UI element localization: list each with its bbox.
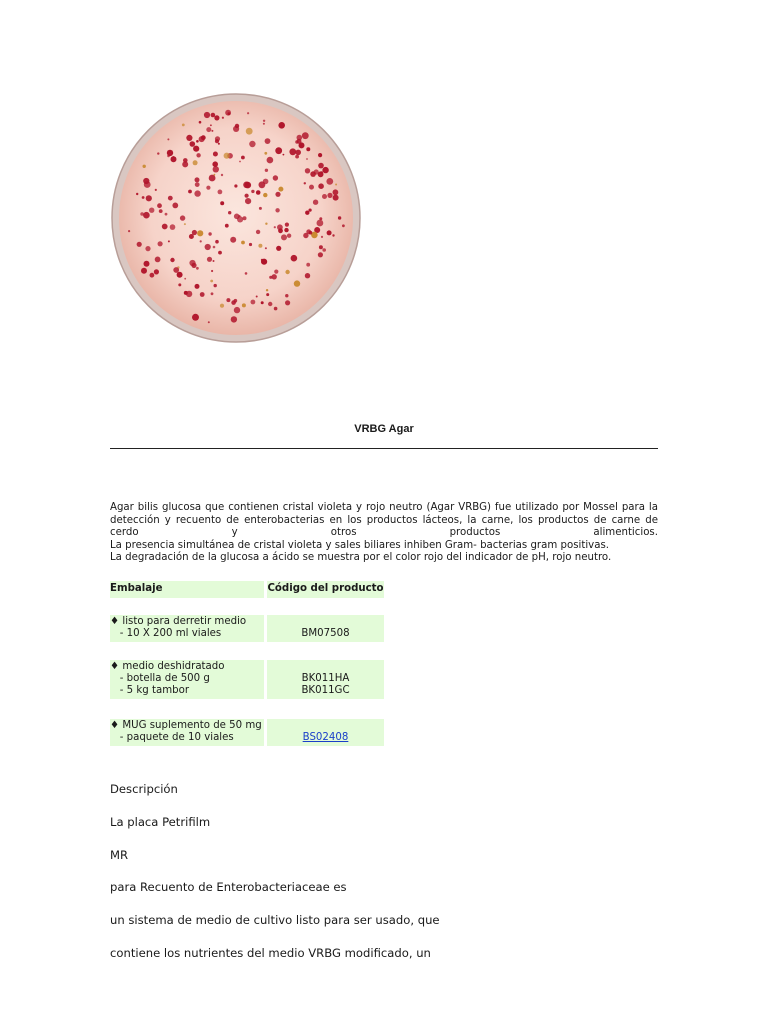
colony-dot — [249, 243, 252, 246]
colony-dot — [180, 215, 185, 220]
colony-dot — [272, 274, 277, 279]
colony-dot — [184, 291, 188, 295]
intro-line: La degradación de la glucosa a ácido se muestra por el color rojo del indicador de pH, rojo neutro. — [110, 552, 612, 563]
colony-dot — [167, 155, 170, 158]
colony-dot — [309, 209, 312, 212]
colony-dot — [295, 150, 301, 156]
colony-dot — [197, 230, 203, 236]
colony-dot — [245, 182, 252, 189]
colony-dot — [332, 234, 334, 236]
colony-dot — [284, 228, 288, 232]
colony-dot — [172, 156, 174, 158]
colony-dot — [245, 198, 251, 204]
table-row — [110, 615, 384, 642]
colony-dot — [213, 152, 218, 157]
colony-dot — [247, 112, 249, 114]
colony-dot — [242, 303, 246, 307]
colony-dot — [266, 289, 268, 291]
colony-dot — [322, 194, 327, 199]
intro-line: La presencia simultánea de cristal violeta y sales biliares inhiben Gram- bacterias gram positivas. — [110, 539, 609, 551]
item-label: ♦ medio deshidratado — [110, 661, 225, 672]
colony-dot — [192, 314, 199, 321]
colony-dot — [200, 292, 205, 297]
colony-dot — [218, 143, 220, 145]
colony-dot — [155, 257, 161, 263]
item-label: ♦ MUG suplemento de 50 mg — [110, 720, 262, 731]
colony-dot — [228, 112, 231, 115]
colony-dot — [136, 193, 138, 195]
colony-dot — [214, 284, 217, 287]
colony-dot — [306, 158, 308, 160]
colony-dot — [221, 174, 223, 176]
colony-dot — [211, 292, 214, 295]
colony-dot — [212, 161, 218, 167]
colony-dot — [305, 273, 310, 278]
colony-dot — [322, 167, 328, 173]
colony-dot — [141, 268, 147, 274]
colony-dot — [230, 237, 236, 243]
colony-dot — [210, 280, 213, 283]
colony-dot — [309, 231, 313, 235]
colony-dot — [140, 212, 144, 216]
colony-dot — [274, 270, 278, 274]
colony-dot — [239, 161, 241, 163]
colony-dot — [263, 120, 265, 122]
colony-dot — [265, 169, 268, 172]
colony-dot — [333, 189, 339, 195]
colony-dot — [157, 152, 159, 154]
colony-dot — [178, 283, 181, 286]
colony-dot — [234, 307, 240, 313]
colony-dot — [274, 226, 276, 228]
body-line: MR — [110, 848, 129, 862]
body-line: un sistema de medio de cultivo listo para ser usado, que — [110, 913, 440, 927]
colony-dot — [245, 272, 248, 275]
intro-line: detección y recuento de enterobacterias en los productos lácteos, la carne, los productos de carne de — [110, 514, 658, 526]
colony-dot — [285, 294, 288, 297]
colony-dot — [318, 153, 322, 157]
colony-dot — [190, 141, 196, 147]
colony-dot — [303, 233, 308, 238]
colony-dot — [226, 298, 230, 302]
colony-dot — [256, 190, 261, 195]
colony-dot — [143, 165, 146, 168]
colony-dot — [342, 224, 345, 227]
colony-dot — [333, 195, 339, 201]
colony-dot — [128, 230, 130, 232]
colony-dot — [195, 182, 200, 187]
colony-dot — [201, 135, 206, 140]
colony-dot — [268, 302, 272, 306]
colony-dot — [168, 240, 170, 242]
colony-dot — [278, 187, 283, 192]
colony-dot — [327, 193, 332, 198]
colony-dot — [162, 224, 168, 230]
product-code: BK011GC — [301, 685, 350, 696]
colony-dot — [285, 223, 289, 227]
colony-dot — [144, 261, 150, 267]
item-label: - 5 kg tambor — [110, 685, 190, 696]
colony-dot — [306, 147, 310, 151]
colony-dot — [149, 208, 154, 213]
intro-paragraph — [110, 502, 658, 565]
colony-dot — [211, 130, 213, 132]
colony-dot — [228, 211, 231, 214]
item-label: - 10 X 200 ml viales — [110, 628, 222, 639]
colony-dot — [275, 192, 280, 197]
colony-dot — [283, 154, 285, 156]
colony-dot — [191, 263, 196, 268]
colony-dot — [309, 185, 314, 190]
colony-dot — [173, 267, 179, 273]
colony-dot — [335, 184, 337, 186]
colony-dot — [249, 141, 255, 147]
product-code-link[interactable]: BS02408 — [302, 732, 349, 743]
colony-dot — [143, 178, 149, 184]
colony-dot — [183, 158, 188, 163]
colony-dot — [285, 270, 289, 274]
colony-dot — [154, 269, 159, 274]
colony-dot — [273, 175, 278, 180]
header-embalaje: Embalaje — [110, 583, 163, 594]
body-line: para Recuento de Enterobacteriaceae es — [110, 880, 347, 894]
colony-dot — [170, 224, 176, 230]
colony-dot — [143, 212, 150, 219]
colony-dot — [317, 220, 324, 227]
colony-dot — [263, 123, 265, 125]
colony-dot — [137, 242, 142, 247]
colony-dot — [196, 153, 200, 157]
colony-dot — [291, 255, 298, 262]
colony-dot — [165, 213, 168, 216]
colony-dot — [267, 157, 274, 164]
colony-dot — [214, 115, 219, 120]
item-label: - paquete de 10 viales — [110, 732, 234, 743]
colony-dot — [235, 124, 239, 128]
item-label: - botella de 500 g — [110, 673, 210, 684]
body-line: contiene los nutrientes del medio VRBG modificado, un — [110, 946, 431, 960]
colony-dot — [195, 177, 200, 182]
colony-dot — [205, 244, 211, 250]
colony-dot — [177, 272, 183, 278]
colony-dot — [251, 300, 256, 305]
colony-dot — [196, 267, 199, 270]
colony-dot — [213, 166, 219, 172]
colony-dot — [313, 200, 318, 205]
intro-word: alimenticios. — [593, 527, 658, 538]
colony-dot — [182, 124, 185, 127]
colony-dot — [145, 246, 150, 251]
colony-dot — [275, 147, 282, 154]
colony-dot — [220, 201, 224, 205]
intro-word: y — [231, 527, 238, 538]
colony-dot — [200, 240, 202, 242]
colony-dot — [186, 135, 192, 141]
colony-dot — [207, 257, 212, 262]
colony-dot — [302, 132, 309, 139]
colony-dot — [305, 168, 310, 173]
colony-dot — [246, 128, 253, 135]
intro-word: cerdo — [110, 527, 139, 538]
colony-dot — [209, 175, 216, 182]
colony-dot — [264, 152, 267, 155]
colony-dot — [188, 190, 192, 194]
colony-dot — [206, 186, 210, 190]
colony-dot — [306, 263, 310, 267]
colony-dot — [261, 259, 267, 265]
colony-dot — [259, 207, 262, 210]
colony-dot — [208, 232, 211, 235]
colony-dot — [146, 195, 152, 201]
colony-dot — [314, 169, 319, 174]
colony-dot — [172, 203, 178, 209]
colony-dot — [256, 230, 260, 234]
colony-dot — [199, 121, 202, 124]
colony-dot — [338, 216, 341, 219]
colony-dot — [213, 246, 216, 249]
colony-dot — [213, 260, 215, 262]
colony-dot — [158, 241, 163, 246]
colony-dot — [276, 246, 281, 251]
colony-dot — [204, 112, 210, 118]
intro-word: otros — [330, 527, 357, 538]
colony-dot — [322, 248, 326, 252]
colony-dot — [169, 151, 171, 153]
colony-dot — [159, 209, 163, 213]
colony-dot — [224, 153, 230, 159]
colony-dot — [211, 113, 216, 118]
colony-dot — [155, 189, 157, 191]
colony-dot — [319, 245, 323, 249]
colony-dot — [318, 183, 324, 189]
colony-dot — [231, 300, 236, 305]
document-title: VRBG Agar — [354, 423, 414, 435]
colony-dot — [215, 240, 219, 244]
colony-dot — [326, 178, 333, 185]
colony-dot — [265, 247, 267, 249]
colony-dot — [321, 236, 323, 238]
colony-dot — [218, 251, 222, 255]
body-line: La placa Petrifilm — [110, 815, 211, 829]
colony-dot — [294, 280, 300, 286]
colony-dot — [220, 304, 224, 308]
colony-dot — [241, 156, 245, 160]
colony-dot — [318, 163, 324, 169]
colony-dot — [265, 138, 271, 144]
colony-dot — [265, 223, 267, 225]
section-heading-descripcion: Descripción — [110, 782, 178, 796]
colony-dot — [263, 193, 267, 197]
colony-dot — [245, 194, 249, 198]
header-codigo: Código del producto — [267, 583, 384, 594]
colony-dot — [234, 214, 240, 220]
colony-dot — [157, 203, 162, 208]
item-label: ♦ listo para derretir medio — [110, 616, 247, 627]
colony-dot — [256, 296, 258, 298]
table-row — [110, 719, 384, 746]
colony-dot — [206, 127, 211, 132]
colony-dot — [295, 155, 299, 159]
colony-dot — [318, 252, 323, 257]
colony-dot — [208, 321, 210, 323]
colony-dot — [287, 234, 291, 238]
colony-dot — [234, 184, 237, 187]
colony-dot — [274, 307, 278, 311]
colony-dot — [193, 146, 199, 152]
colony-dot — [184, 223, 186, 225]
colony-dot — [184, 278, 186, 280]
colony-dot — [266, 293, 269, 296]
colony-dot — [189, 234, 194, 239]
colony-dot — [258, 244, 262, 248]
colony-dot — [168, 196, 173, 201]
colony-dot — [278, 228, 283, 233]
colony-dot — [196, 140, 199, 143]
colony-dot — [210, 124, 212, 126]
colony-dot — [278, 122, 285, 129]
intro-word: productos — [449, 527, 501, 538]
colony-dot — [281, 234, 287, 240]
colony-dot — [297, 139, 302, 144]
product-code: BM07508 — [301, 628, 350, 639]
colony-dot — [194, 190, 200, 196]
colony-dot — [193, 160, 198, 165]
colony-dot — [285, 300, 290, 305]
colony-dot — [289, 148, 296, 155]
colony-dot — [211, 270, 213, 272]
colony-dot — [304, 182, 306, 184]
colony-dot — [251, 190, 254, 193]
table-row — [110, 660, 384, 699]
colony-dot — [305, 211, 309, 215]
colony-dot — [195, 284, 200, 289]
colony-dot — [218, 190, 223, 195]
colony-dot — [214, 174, 216, 176]
colony-dot — [261, 301, 264, 304]
product-code: BK011HA — [301, 673, 350, 684]
petri-dish-image — [110, 92, 362, 344]
intro-line: Agar bilis glucosa que contienen cristal violeta y rojo neutro (Agar VRBG) fue utilizado por Mossel para la — [110, 502, 658, 513]
colony-dot — [170, 258, 174, 262]
colony-dot — [225, 224, 229, 228]
colony-dot — [142, 196, 145, 199]
colony-dot — [275, 208, 279, 212]
colony-dot — [299, 144, 302, 147]
table-header-row — [110, 581, 384, 598]
colony-dot — [241, 241, 245, 245]
colony-dot — [167, 138, 169, 140]
colony-dot — [259, 181, 266, 188]
colony-dot — [215, 136, 220, 141]
colony-dot — [222, 117, 224, 119]
colony-dot — [327, 230, 332, 235]
colony-dot — [231, 316, 237, 322]
intro-line — [110, 527, 658, 540]
title-divider — [110, 448, 658, 449]
colony-dot — [150, 273, 155, 278]
